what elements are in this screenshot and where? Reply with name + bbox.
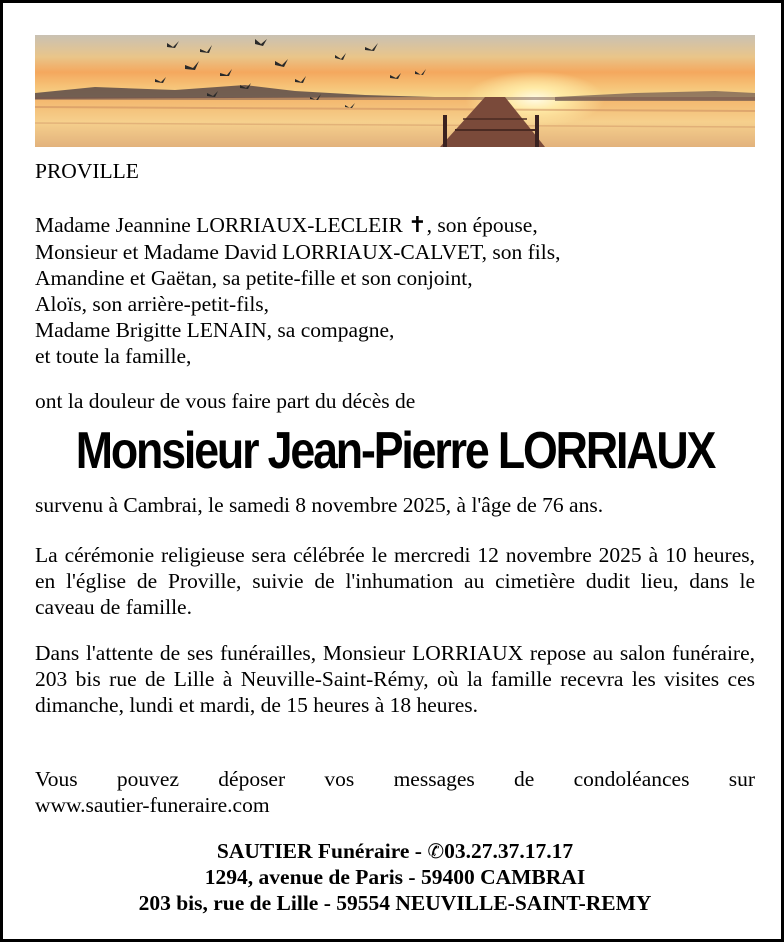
address-cambrai: 1294, avenue de Paris - 59400 CAMBRAI bbox=[204, 865, 586, 889]
ceremony-paragraph: La cérémonie religieuse sera célébrée le mercredi 12 novembre 2025 à 10 heures, en l'église de Proville, suivie de l'inhumation au cimetière dudit lieu, dans le caveau de famille. bbox=[35, 543, 755, 619]
family-list bbox=[35, 212, 755, 369]
death-details: survenu à Cambrai, le samedi 8 novembre 2025, à l'âge de 76 ans. bbox=[35, 493, 604, 517]
funeral-director-footer bbox=[3, 838, 784, 916]
company-contact-line bbox=[3, 838, 784, 864]
family-member-line: Amandine et Gaëtan, sa petite-fille et son conjoint, bbox=[35, 266, 473, 290]
condolences-website-link[interactable]: www.sautier-funeraire.com bbox=[35, 793, 270, 817]
family-member-line: Madame Jeannine LORRIAUX-LECLEIR ✝, son épouse, bbox=[35, 213, 538, 238]
family-member-line: Madame Brigitte LENAIN, sa compagne, bbox=[35, 318, 395, 342]
sunset-banner-image bbox=[35, 35, 755, 147]
family-member-line: Aloïs, son arrière-petit-fils, bbox=[35, 292, 270, 316]
deceased-name-heading: Monsieur Jean-Pierre LORRIAUX bbox=[75, 422, 715, 480]
condolences-text: Vous pouvez déposer vos messages de condoléances sur bbox=[35, 767, 755, 791]
condolences-paragraph bbox=[35, 766, 755, 818]
phone-number[interactable]: 03.27.37.17.17 bbox=[444, 839, 574, 863]
funeral-home-paragraph: Dans l'attente de ses funérailles, Monsieur LORRIAUX repose au salon funéraire, 203 bis rue de Lille à Neuville-Saint-Rémy, où la famille recevra les visites ces dimanche, lundi et mardi, de 15 heures à 18 heures. bbox=[35, 641, 755, 717]
place-name: PROVILLE bbox=[35, 159, 139, 183]
address-neuville: 203 bis, rue de Lille - 59554 NEUVILLE-SAINT-REMY bbox=[138, 891, 652, 915]
cross-icon: ✝ bbox=[408, 213, 427, 238]
family-member-line: Monsieur et Madame David LORRIAUX-CALVET, son fils, bbox=[35, 240, 561, 264]
announcement-line: ont la douleur de vous faire part du décès de bbox=[35, 389, 416, 413]
sunset-lake-illustration bbox=[35, 35, 755, 147]
phone-icon: ✆ bbox=[427, 839, 445, 863]
company-name: SAUTIER Funéraire - bbox=[216, 839, 422, 863]
family-member-line: et toute la famille, bbox=[35, 344, 192, 368]
